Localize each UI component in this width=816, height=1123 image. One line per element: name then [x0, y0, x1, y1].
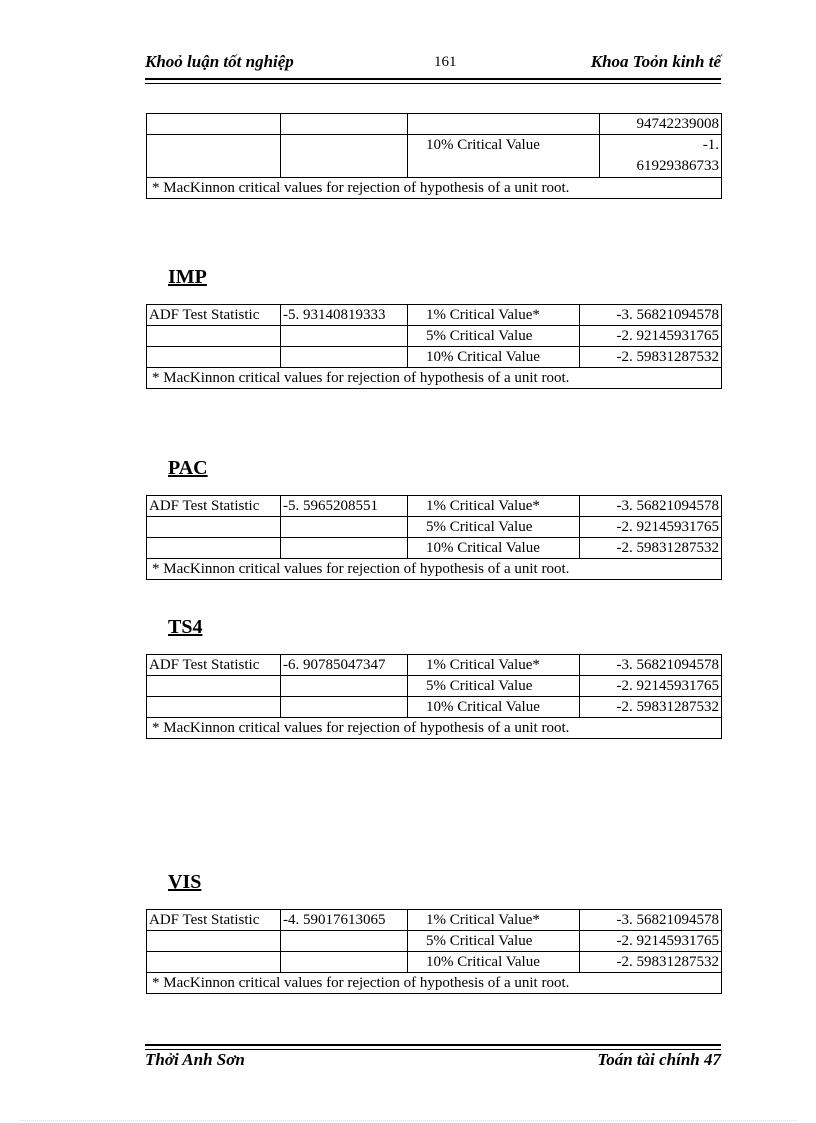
- crit-1-value: -3. 56821094578: [580, 655, 722, 676]
- table-row: [147, 114, 722, 135]
- adf-table-imp: [146, 304, 722, 389]
- header-thesis-title: Khoỏ luận tốt nghiệp: [145, 52, 294, 71]
- crit-10-label: 10% Critical Value: [408, 697, 580, 718]
- crit-5-label: 5% Critical Value: [408, 517, 580, 538]
- table-cell: [281, 326, 408, 347]
- table-row: [147, 910, 722, 931]
- section-title-pac: PAC: [168, 457, 208, 479]
- table-row: [147, 538, 722, 559]
- crit-10-value-line1: -1.: [702, 137, 719, 153]
- page-header: [145, 52, 721, 76]
- table-row: [147, 326, 722, 347]
- adf-table-ts4: [146, 654, 722, 739]
- page-number: 161: [434, 54, 457, 70]
- header-faculty: Khoa Toỏn kinh tế: [590, 52, 721, 71]
- table-cell: [147, 538, 281, 559]
- mackinnon-note: * MacKinnon critical values for rejection of hypothesis of a unit root.: [147, 178, 722, 199]
- crit-5-label: 5% Critical Value: [408, 676, 580, 697]
- crit-10-value: -2. 59831287532: [580, 538, 722, 559]
- crit-1-value: -3. 56821094578: [580, 305, 722, 326]
- table-cell: [147, 697, 281, 718]
- adf-value: -6. 90785047347: [281, 655, 408, 676]
- footer-class: Toán tài chính 47: [597, 1050, 721, 1069]
- adf-label: ADF Test Statistic: [147, 305, 281, 326]
- table-cell: [147, 517, 281, 538]
- crit-1-value: -3. 56821094578: [580, 910, 722, 931]
- crit-5-value: -2. 92145931765: [580, 517, 722, 538]
- crit-1-label: 1% Critical Value*: [408, 496, 580, 517]
- table-cell: [281, 931, 408, 952]
- table-row: [147, 559, 722, 580]
- table-cell: [281, 135, 408, 178]
- crit-10-value: -2. 59831287532: [580, 697, 722, 718]
- crit-10-label: 10% Critical Value: [408, 538, 580, 559]
- table-row: [147, 952, 722, 973]
- page-footer: [145, 1050, 721, 1074]
- mackinnon-note: * MacKinnon critical values for rejection of hypothesis of a unit root.: [147, 718, 722, 739]
- continued-adf-table: [146, 113, 722, 199]
- table-row: [147, 178, 722, 199]
- adf-value: -5. 5965208551: [281, 496, 408, 517]
- table-row: [147, 973, 722, 994]
- crit-1-value: -3. 56821094578: [580, 496, 722, 517]
- table-cell: [147, 676, 281, 697]
- table-cell: [281, 517, 408, 538]
- mackinnon-note: * MacKinnon critical values for rejection of hypothesis of a unit root.: [147, 559, 722, 580]
- table-cell: [147, 952, 281, 973]
- adf-label: ADF Test Statistic: [147, 910, 281, 931]
- table-cell: [147, 326, 281, 347]
- crit-10-value-line2: 61929386733: [636, 158, 719, 174]
- table-cell: [147, 135, 281, 178]
- table-cell: [281, 347, 408, 368]
- table-row: [147, 135, 722, 178]
- crit-5-label: 5% Critical Value: [408, 326, 580, 347]
- section-title-imp: IMP: [168, 266, 207, 288]
- table-row: [147, 931, 722, 952]
- crit-10-label: 10% Critical Value: [408, 135, 600, 178]
- table-row: [147, 655, 722, 676]
- adf-value: -4. 59017613065: [281, 910, 408, 931]
- mackinnon-note: * MacKinnon critical values for rejection of hypothesis of a unit root.: [147, 368, 722, 389]
- table-cell: [281, 114, 408, 135]
- crit-10-label: 10% Critical Value: [408, 952, 580, 973]
- footer-author: Thởi Anh Sơn: [145, 1050, 245, 1069]
- crit-5-value: -2. 92145931765: [580, 676, 722, 697]
- table-row: [147, 517, 722, 538]
- table-row: [147, 368, 722, 389]
- adf-label: ADF Test Statistic: [147, 655, 281, 676]
- crit-1-label: 1% Critical Value*: [408, 305, 580, 326]
- crit-10-value: -2. 59831287532: [580, 952, 722, 973]
- table-cell: [281, 676, 408, 697]
- header-rule: [145, 78, 721, 84]
- section-title-ts4: TS4: [168, 616, 203, 638]
- adf-value: -5. 93140819333: [281, 305, 408, 326]
- table-cell: [147, 114, 281, 135]
- table-cell: [281, 952, 408, 973]
- crit-5-value: -2. 92145931765: [580, 326, 722, 347]
- crit-1-label: 1% Critical Value*: [408, 910, 580, 931]
- table-cell: [408, 114, 600, 135]
- table-row: [147, 676, 722, 697]
- continued-value: 94742239008: [600, 114, 722, 135]
- page-edge: [20, 1120, 796, 1121]
- mackinnon-note: * MacKinnon critical values for rejection of hypothesis of a unit root.: [147, 973, 722, 994]
- table-cell: [281, 697, 408, 718]
- table-row: [147, 697, 722, 718]
- table-row: [147, 718, 722, 739]
- crit-1-label: 1% Critical Value*: [408, 655, 580, 676]
- crit-5-label: 5% Critical Value: [408, 931, 580, 952]
- table-row: [147, 347, 722, 368]
- table-cell: [281, 538, 408, 559]
- table-row: [147, 496, 722, 517]
- crit-10-value: -2. 59831287532: [580, 347, 722, 368]
- crit-10-value: [600, 135, 722, 178]
- crit-10-label: 10% Critical Value: [408, 347, 580, 368]
- crit-5-value: -2. 92145931765: [580, 931, 722, 952]
- table-cell: [147, 931, 281, 952]
- table-cell: [147, 347, 281, 368]
- adf-table-pac: [146, 495, 722, 580]
- section-title-vis: VIS: [168, 871, 202, 893]
- adf-table-vis: [146, 909, 722, 994]
- adf-label: ADF Test Statistic: [147, 496, 281, 517]
- table-row: [147, 305, 722, 326]
